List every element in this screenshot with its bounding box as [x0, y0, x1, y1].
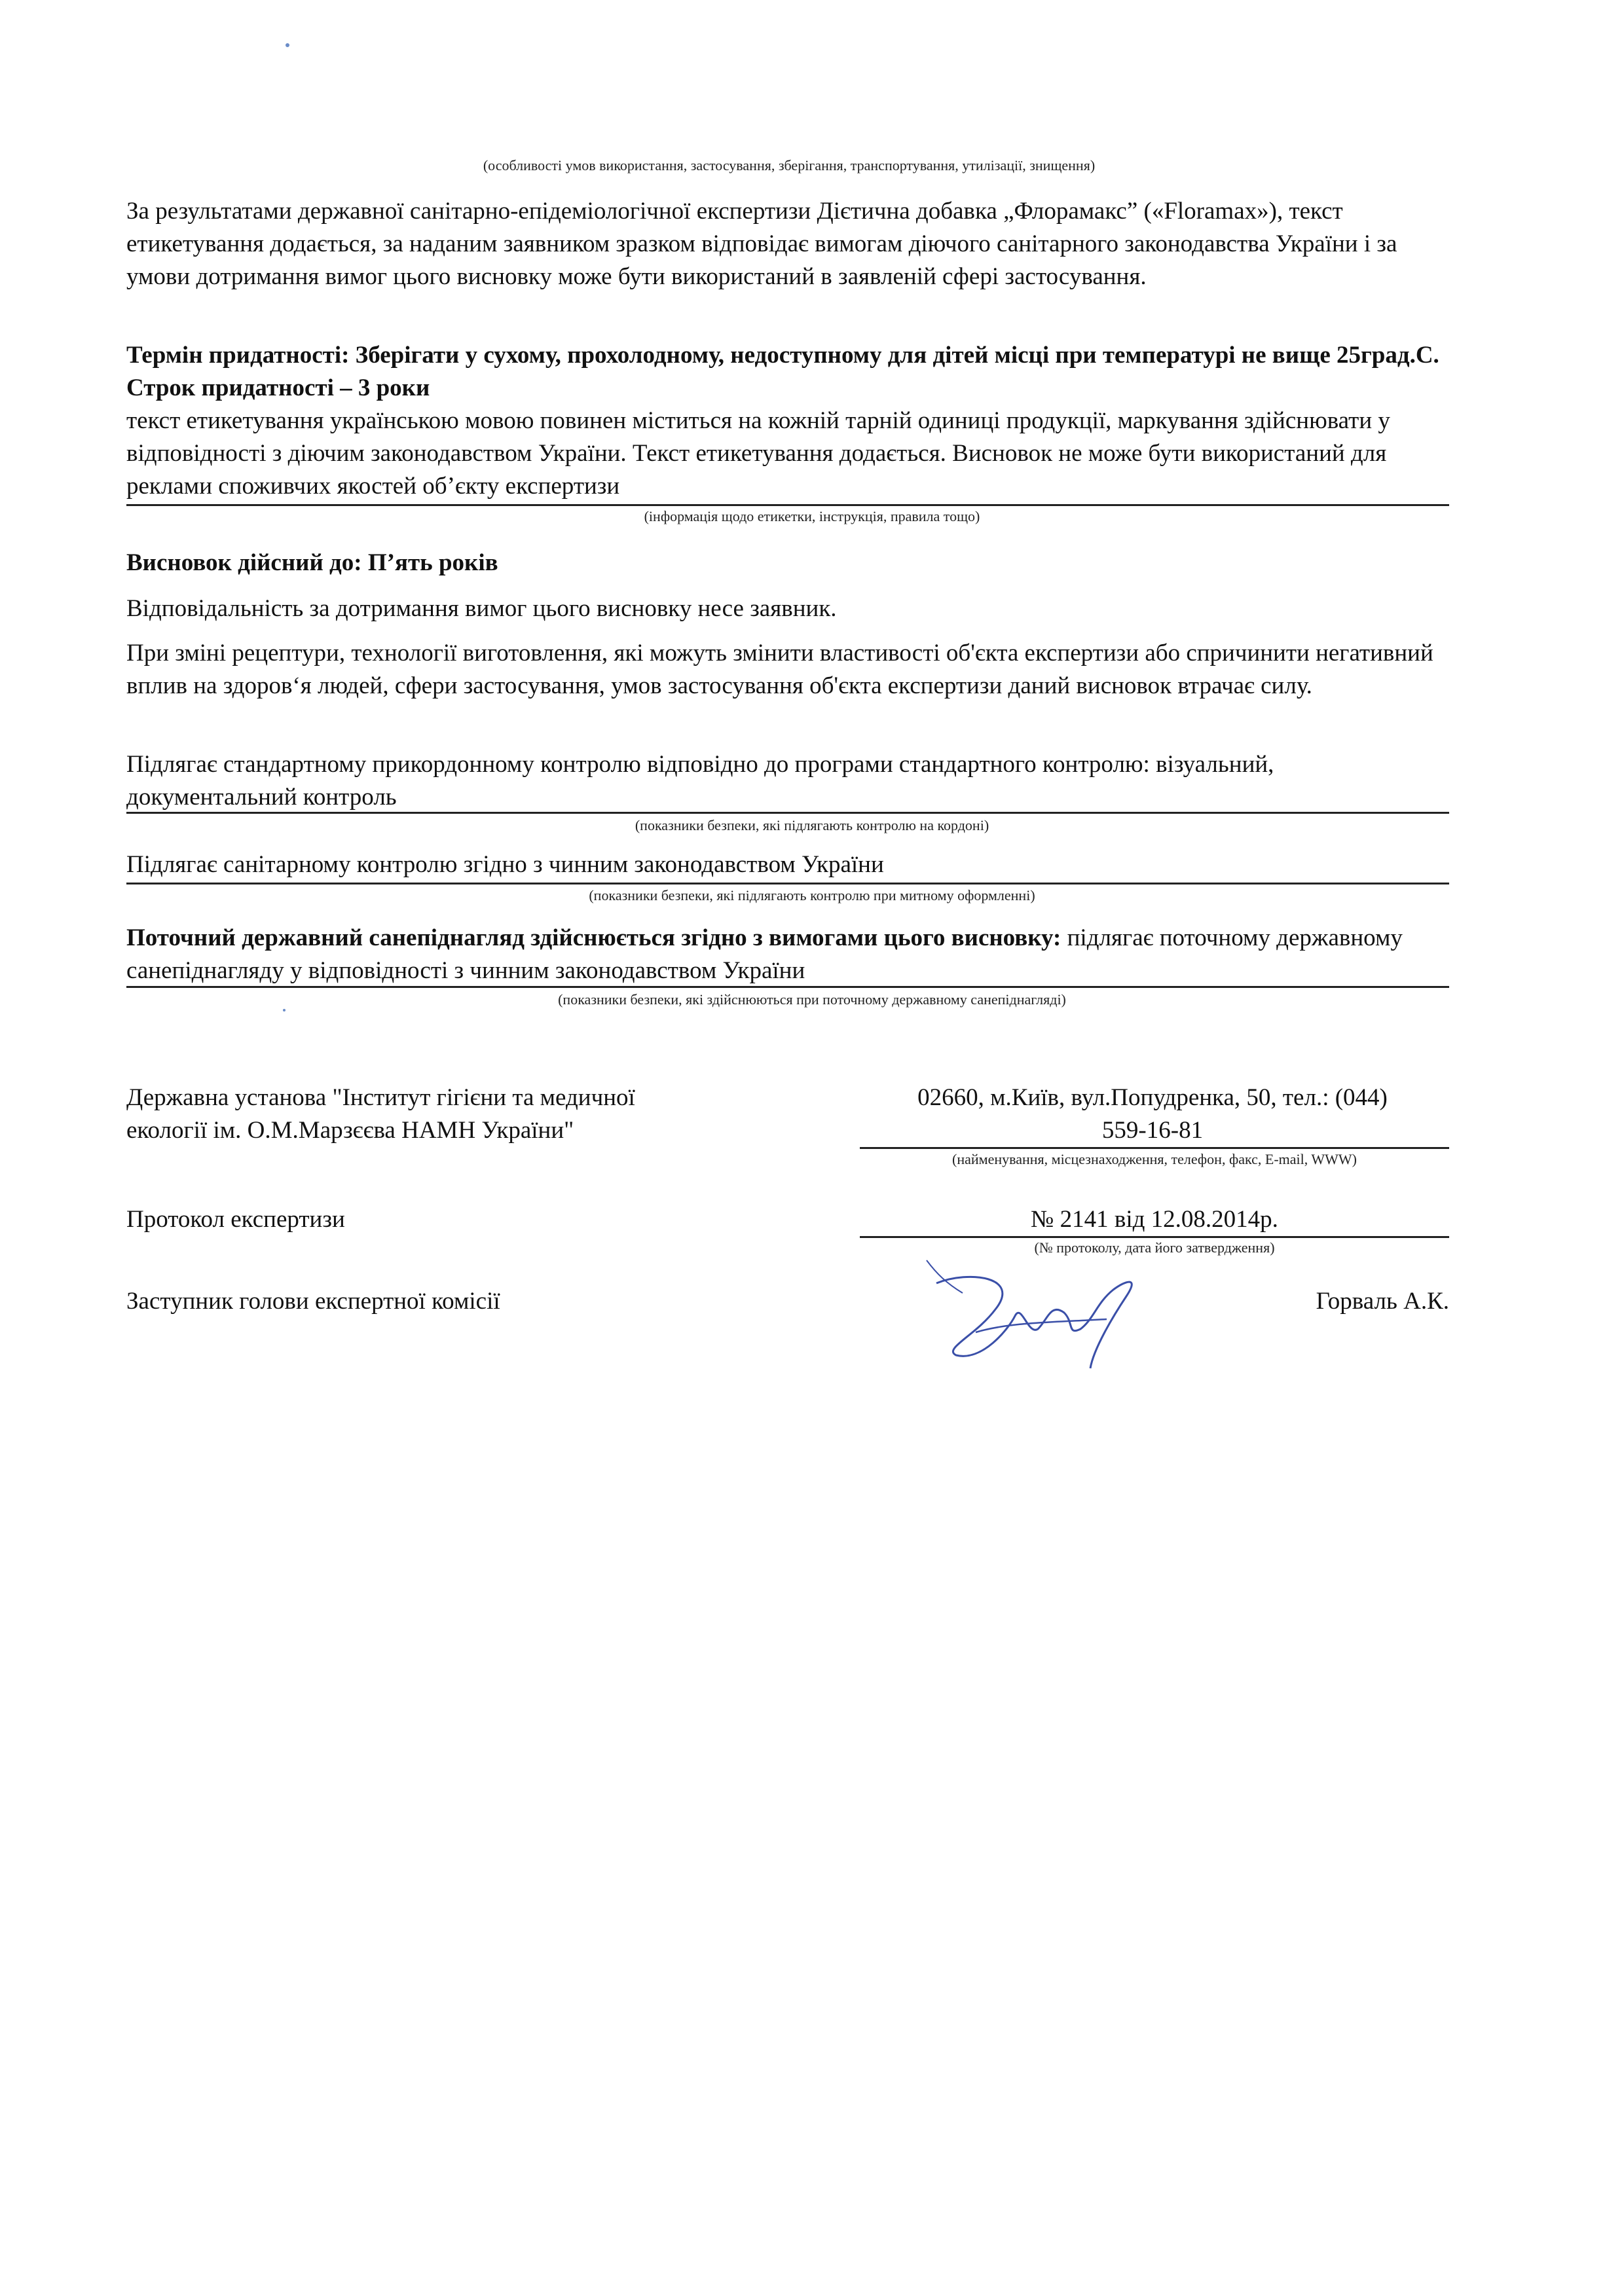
institution-address — [858, 1082, 1447, 1147]
responsibility-line: Відповідальність за дотримання вимог цього висновку несе заявник. — [126, 595, 837, 622]
labeling-text: текст етикетування українською мовою повинен міститься на кожній тарній одиниці продукції, маркування здійснювати у відповідності з діючим законодавством України. Текст етикетування додається. Висновок не може бути використаний для реклами споживчих якостей об’єкту експертизи — [126, 407, 1390, 500]
supervision-paragraph — [126, 922, 1443, 987]
address-line-2: 559-16-81 — [1101, 1117, 1204, 1144]
scan-dot — [286, 43, 289, 47]
supervision-underline — [126, 986, 1449, 988]
signer-name: Горваль А.К. — [1316, 1288, 1449, 1315]
sanitary-control-caption: (показники безпеки, які підлягають контролю при митному оформленні) — [589, 887, 1035, 903]
address-caption: (найменування, місцезнаходження, телефон, факс, E-mail, WWW) — [952, 1151, 1357, 1167]
supervision-bold: Поточний державний санепіднагляд здійснюється згідно з вимогами цього висновку: — [126, 924, 1061, 951]
supervision-caption: (показники безпеки, які здійснюються при поточному державному санепіднагляді) — [558, 991, 1066, 1008]
border-control-underline — [126, 812, 1449, 814]
institution-line-1: Державна установа "Інститут гігієни та медичної — [126, 1084, 635, 1111]
border-control-paragraph: Підлягає стандартному прикордонному контролю відповідно до програми стандартного контролю: візуальний, документальний контроль — [126, 751, 1274, 811]
supervision-text: підлягає поточному державному санепіднагляду у відповідності з чинним законодавством України — [126, 924, 1403, 984]
institution-name — [126, 1082, 781, 1147]
sanitary-control-line: Підлягає санітарному контролю згідно з чинним законодавством України — [126, 851, 884, 878]
labeling-underline — [126, 504, 1449, 506]
institution-line-2: екології ім. О.М.Марзєєва НАМН України" — [126, 1117, 574, 1144]
protocol-label: Протокол експертизи — [126, 1206, 345, 1233]
address-line-1: 02660, м.Київ, вул.Попудренка, 50, тел.: (044) — [917, 1084, 1388, 1111]
sanitary-control-underline — [126, 883, 1449, 884]
signature-image — [917, 1257, 1166, 1381]
scan-dot — [283, 1009, 286, 1011]
address-underline — [860, 1147, 1449, 1149]
signer-title: Заступник голови експертної комісії — [126, 1288, 500, 1315]
protocol-value: № 2141 від 12.08.2014р. — [1031, 1206, 1278, 1233]
border-control-caption: (показники безпеки, які підлягають контролю на кордоні) — [635, 817, 989, 833]
protocol-caption: (№ протоколу, дата його затвердження) — [1034, 1239, 1275, 1256]
protocol-underline — [860, 1236, 1449, 1238]
expertise-conclusion-paragraph: За результатами державної санітарно-епідеміологічної експертизи Дієтична добавка „Флорамакс” («Floramax»), текст етикетування додається, за наданим заявником зразком відповідає вимогам діючого санітарного законодавства України і за умови дотримання вимог цього висновку може бути використаний в заявленій сфері застосування. — [126, 198, 1397, 290]
labeling-caption: (інформація щодо етикетки, інструкція, правила тощо) — [644, 508, 980, 524]
shelf-life-bold: Термін придатності: Зберігати у сухому, прохолодному, недоступному для дітей місці при температурі не вище 25град.С. Строк придатності – 3 роки — [126, 342, 1439, 401]
usage-conditions-caption: (особливості умов використання, застосування, зберігання, транспортування, утилізації, знищення) — [483, 157, 1096, 173]
recipe-change-paragraph: При зміні рецептури, технології виготовлення, які можуть змінити властивості об'єкта експертизи або спричинити негативний вплив на здоров‘я людей, сфери застосування, умов застосування об'єкта експертизи даний висновок втрачає силу. — [126, 640, 1433, 699]
shelf-life-paragraph — [126, 339, 1443, 503]
validity-line: Висновок дійсний до: П’ять років — [126, 549, 498, 576]
